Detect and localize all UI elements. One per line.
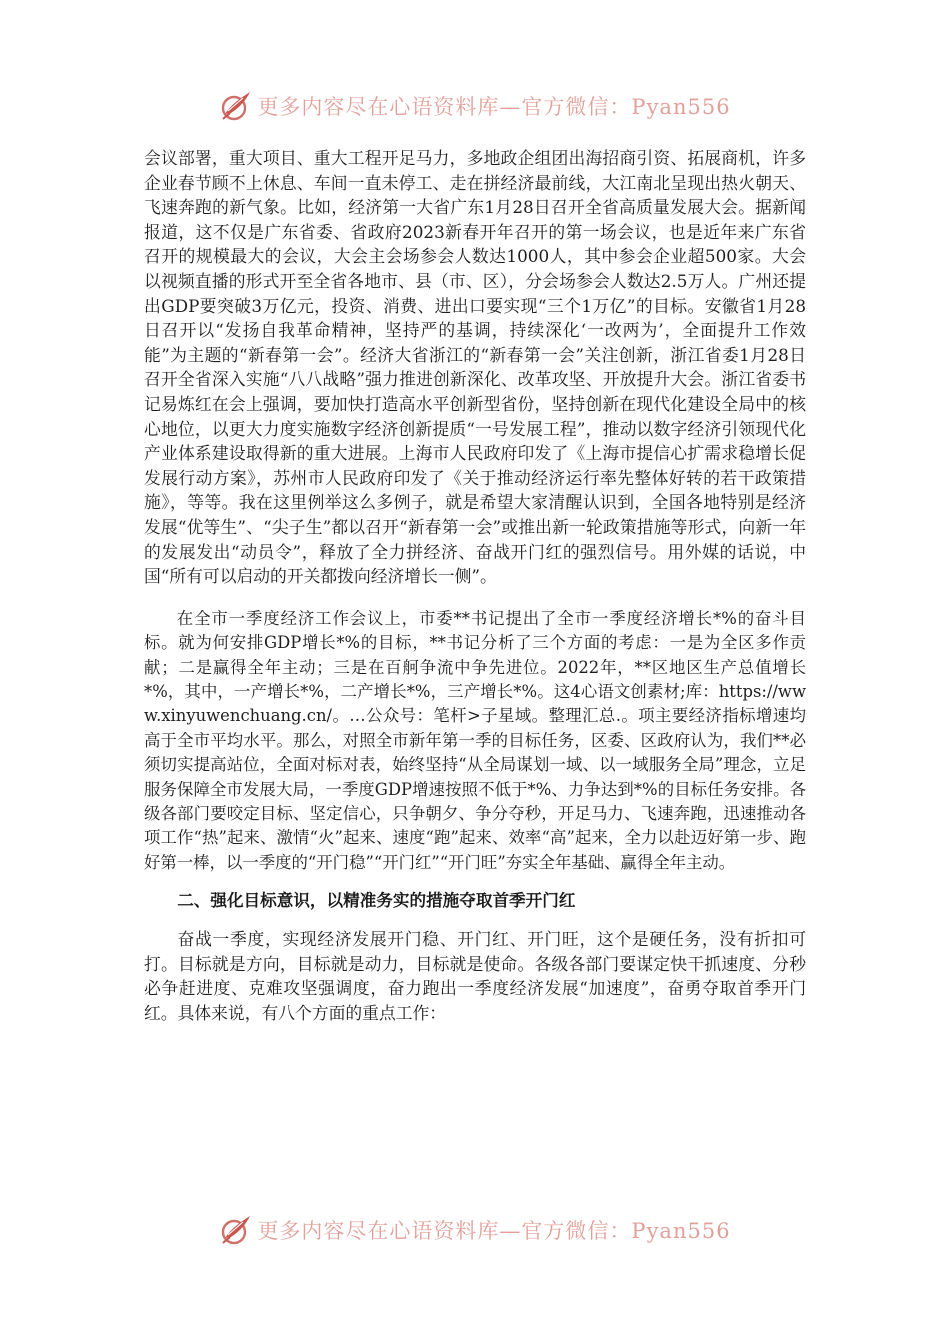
paragraph-quarter-target: 在全市一季度经济工作会议上，市委**书记提出了全市一季度经济增长*%的奋斗目标。就为何安排GDP增长*%的目标，**书记分析了三个方面的考虑：一是为全区多作贡献；二是赢得全年主动；三是在百舸争流中争先进位。2022年，**区地区生产总值增长*%，其中，一产增长*%，二产增长*%，三产增长*%。这4心语文创素材;库：https://www.xinyuwenchuang.cn/。…公众号：笔杆>子星域。整理汇总.。项主要经济指标增速均高于全市平均水平。那么，对照全市新年第一季的目标任务，区委、区政府认为，我们**必须切实提高站位，全面对标对表，始终坚持“从全局谋划一域、以一域服务全局”理念，立足服务保障全市发展大局，一季度GDP增速按照不低于*%、力争达到*%的目标任务安排。各级各部门要咬定目标、坚定信心，只争朝夕、争分夺秒，开足马力、飞速奔跑，迅速推动各项工作“热”起来、激情“火”起来、速度“跑”起来、效率“高”起来，全力以赴迈好第一步、跑好第一棒，以一季度的“开门稳”“开门红”“开门旺”夯实全年基础、赢得全年主动。 xyxy=(144,608,806,872)
document-body xyxy=(144,146,806,1026)
paragraph-continuation: 会议部署，重大项目、重大工程开足马力，多地政企组团出海招商引资、拓展商机，许多企业春节顾不上休息、车间一直未停工、走在拼经济最前线，大江南北呈现出热火朝天、飞速奔跑的新气象。比如，经济第一大省广东1月28日召开全省高质量发展大会。据新闻报道，这不仅是广东省委、省政府2023新春开年召开的第一场会议，也是近年来广东省召开的规模最大的会议，大会主会场参会人数达1000人，其中参会企业超500家。大会以视频直播的形式开至全省各地市、县（市、区），分会场参会人数达2.5万人。广州还提出GDP要突破3万亿元，投资、消费、进出口要实现“三个1万亿”的目标。安徽省1月28日召开以“发扬自我革命精神，坚持严的基调，持续深化‘一改两为’，全面提升工作效能”为主题的“新春第一会”。经济大省浙江的“新春第一会”关注创新，浙江省委1月28日召开全省深入实施“八八战略”强力推进创新深化、改革攻坚、开放提升大会。浙江省委书记易炼红在会上强调，要加快打造高水平创新型省份，坚持创新在现代化建设全局中的核心地位，以更大力度实施数字经济创新提质“一号发展工程”，推动以数字经济引领现代化产业体系建设取得新的重大进展。上海市人民政府印发了《上海市提信心扩需求稳增长促发展行动方案》，苏州市人民政府印发了《关于推动经济运行率先整体好转的若干政策措施》，等等。我在这里例举这么多例子，就是希望大家清醒认识到，全国各地特别是经济发展“优等生”、“尖子生”都以召开“新春第一会”或推出新一轮政策措施等形式，向新一年的发展发出“动员令”，释放了全力拼经济、奋战开门红的强烈信号。用外媒的话说，中国“所有可以启动的开关都拨向经济增长一侧”。 xyxy=(144,148,806,587)
header-banner-text: 更多内容尽在心语资料库—官方微信：Pyan556 xyxy=(257,95,731,119)
header-banner xyxy=(0,84,950,128)
quill-logo-icon xyxy=(219,1213,253,1247)
paragraph-section-intro: 奋战一季度，实现经济发展开门稳、开门红、开门旺，这个是硬任务，没有折扣可打。目标就是方向，目标就是动力，目标就是使命。各级各部门要谋定快干抓速度、分秒必争赶进度、克难攻坚强调度，奋力跑出一季度经济发展“加速度”，奋勇夺取首季开门红。具体来说，有八个方面的重点工作： xyxy=(144,929,806,1023)
footer-banner-text: 更多内容尽在心语资料库—官方微信：Pyan556 xyxy=(257,1219,731,1243)
section-heading: 二、强化目标意识，以精准务实的措施夺取首季开门红 xyxy=(177,891,576,911)
quill-logo-icon xyxy=(219,89,253,123)
footer-banner xyxy=(0,1208,950,1252)
